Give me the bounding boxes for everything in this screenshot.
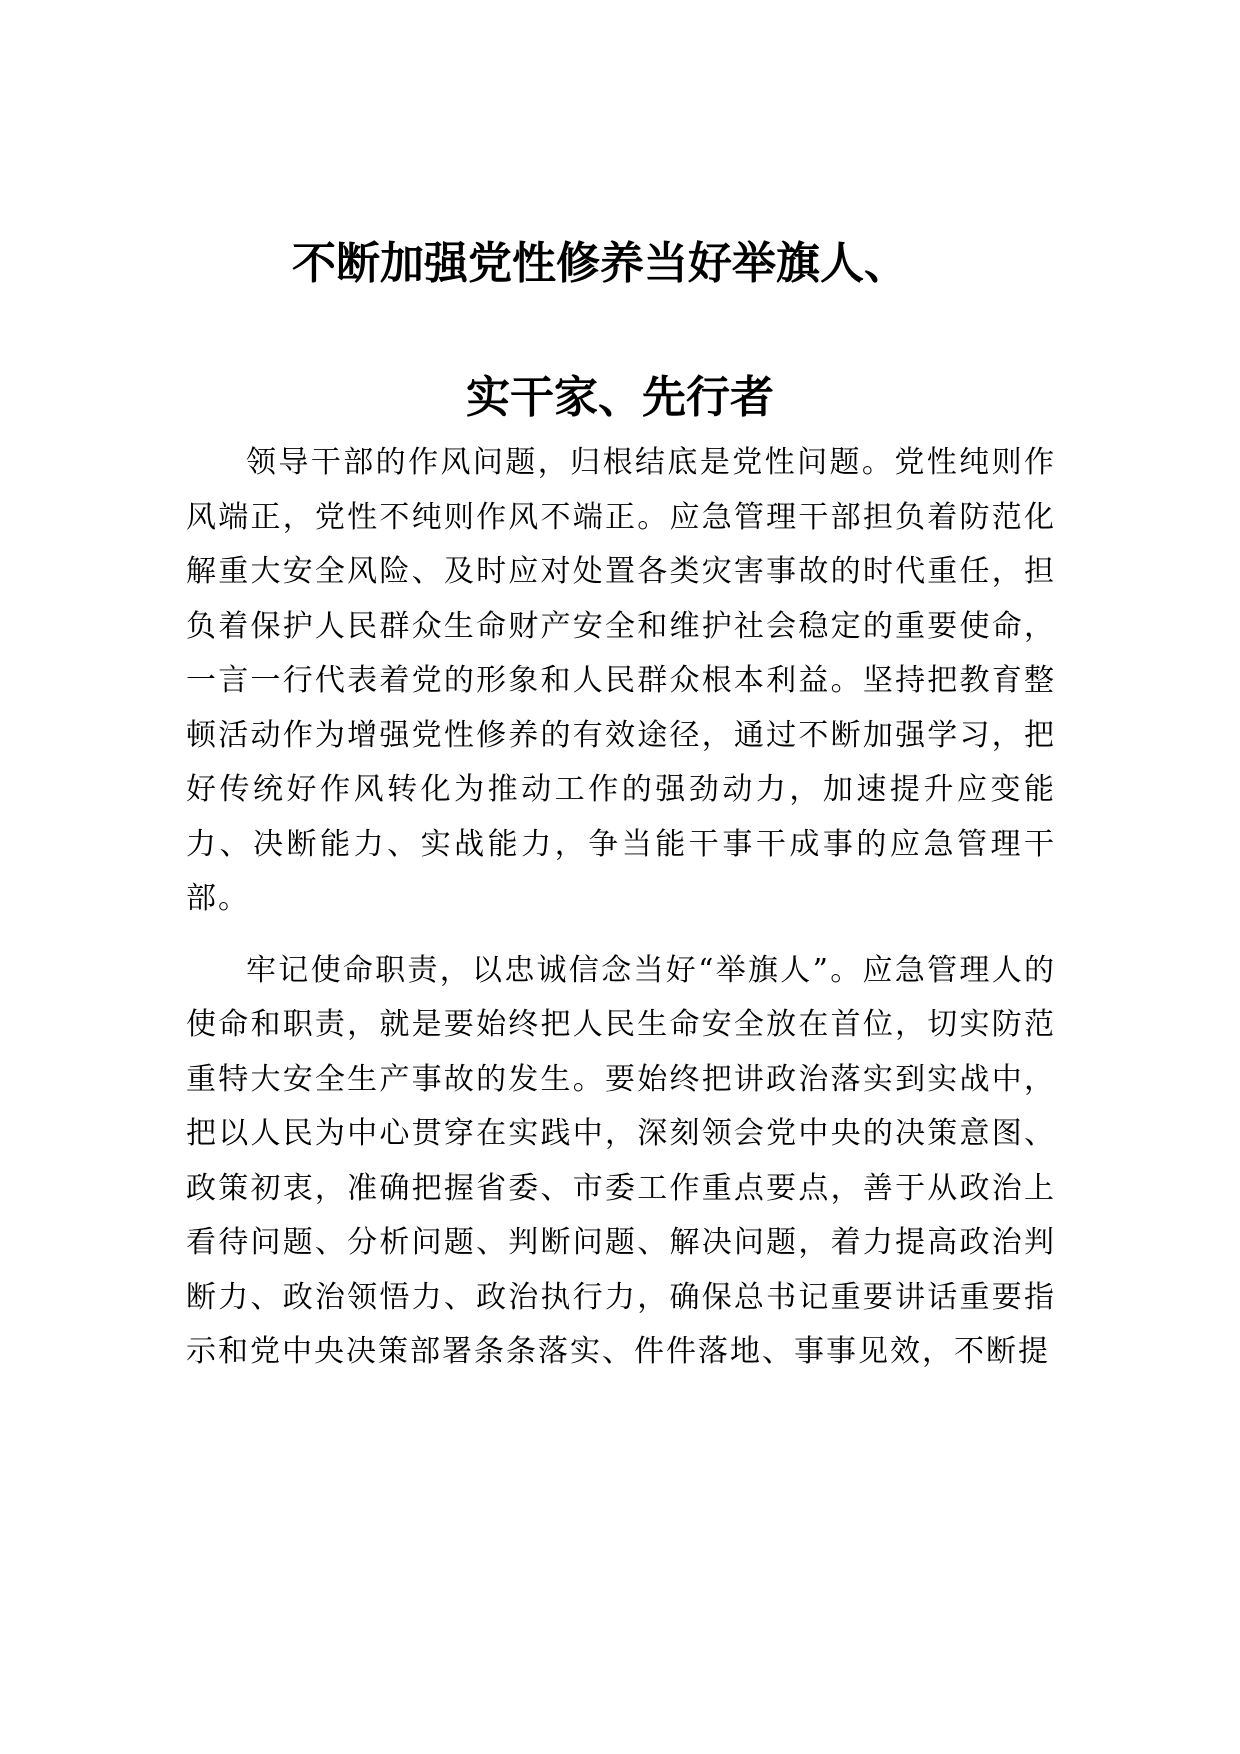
title-line-1: 不断加强党性修养当好举旗人、 <box>292 238 908 289</box>
paragraph: 牢记使命职责，以忠诚信念当好“举旗人”。应急管理人的使命和职责，就是要始终把人民生命安全放在首位，切实防范重特大安全生产事故的发生。要始终把讲政治落实到实战中，把以人民为中心贯穿在实践中，深刻领会党中央的决策意图、政策初衷，准确把握省委、市委工作重点要点，善于从政治上看待问题、分析问题、判断问题、解决问题，着力提高政治判断力、政治领悟力、政治执行力，确保总书记重要讲话重要指示和党中央决策部署条条落实、件件落地、事事见效，不断提 <box>186 952 1056 1369</box>
body-text <box>186 436 1056 1380</box>
paragraph: 领导干部的作风问题，归根结底是党性问题。党性纯则作风端正，党性不纯则作风不端正。应急管理干部担负着防范化解重大安全风险、及时应对处置各类灾害事故的时代重任，担负着保护人民群众生命财产安全和维护社会稳定的重要使命，一言一行代表着党的形象和人民群众根本利益。坚持把教育整顿活动作为增强党性修养的有效途径，通过不断加强学习，把好传统好作风转化为推动工作的强劲动力，加速提升应变能力、决断能力、实战能力，争当能干事干成事的应急管理干部。 <box>186 445 1056 916</box>
title-line-2: 实干家、先行者 <box>466 372 774 423</box>
